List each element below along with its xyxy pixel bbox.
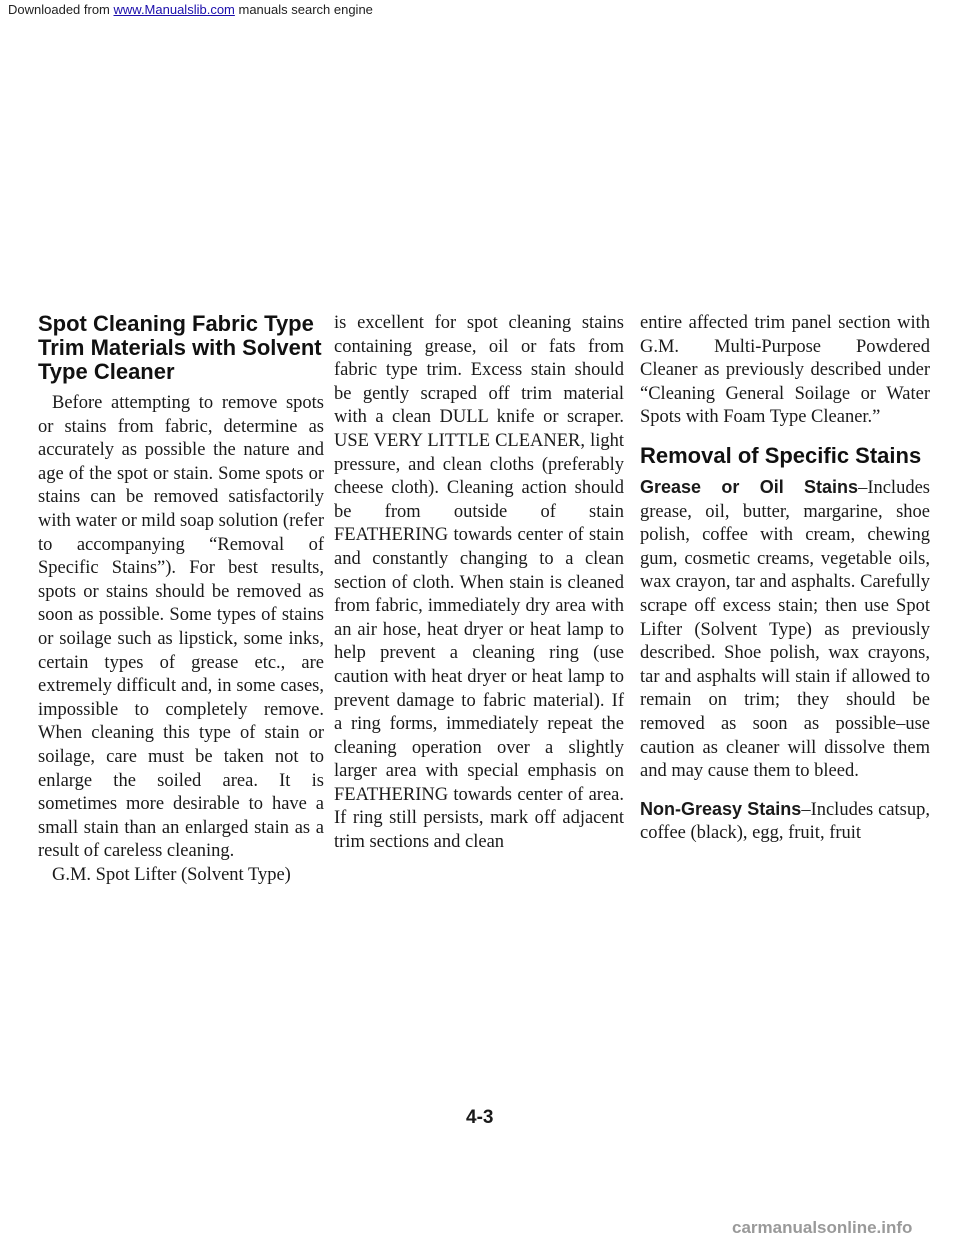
runin-nongreasy-label: Non-Greasy Stains bbox=[640, 798, 802, 819]
section-heading-removal: Removal of Specific Stains bbox=[640, 442, 922, 468]
runin-grease-label: Grease or Oil Stains bbox=[640, 476, 859, 497]
download-header bbox=[8, 2, 373, 17]
page-number: 4-3 bbox=[466, 1107, 494, 1128]
column-left bbox=[38, 312, 324, 887]
paragraph-entire-affected: entire affected trim panel section with G.M. Multi-Purpose Powdered Cleaner as previously described under “Cleaning General Soilage or Water Spots with Foam Type Cleaner.” bbox=[640, 313, 930, 428]
manualslib-link[interactable]: www.Manualslib.com bbox=[113, 2, 235, 17]
paragraph-before-attempting: Before attempting to remove spots or stains from fabric, determine as accurately as possible the nature and age of the spot or stain. Some spots or stains can be removed satisfactorily with water or mild soap solution (refer to accompanying “Removal of Specific Stains”). For best results, spots or stains should be removed as soon as possible. Some types of stains or soilage such as lipstick, some inks, certain types of grease etc., are extremely difficult and, in some cases, impossible to completely remove. When cleaning this type of stain or soilage, care must be taken not to enlarge the soiled area. It is sometimes more desirable to have a small stain than an enlarged stain as a result of careless cleaning. bbox=[38, 393, 324, 862]
nongreasy-text: –Includes catsup, coffee (black), egg, fruit, fruit bbox=[640, 799, 930, 844]
paragraph-spot-lifter: G.M. Spot Lifter (Solvent Type) bbox=[52, 864, 291, 885]
header-suffix: manuals search engine bbox=[234, 2, 373, 17]
column-middle bbox=[334, 312, 624, 855]
watermark: carmanualsonline.info bbox=[732, 1218, 913, 1237]
paragraph-grease-stains bbox=[640, 476, 930, 784]
paragraph-excellent-for-spot: is excellent for spot cleaning stains containing grease, oil or fats from fabric type trim. Excess stain should be gently scraped off trim material with a clean DULL knife or scraper. USE VERY LITTLE CLEANER, light pressure, and clean cloths (preferably cheese cloth). Cleaning action should be from outside of stain FEATHERING towards center of stain and constantly changing to a clean section of cloth. When stain is cleaned from fabric, immediately dry area with an air hose, heat dryer or heat lamp to help prevent a cleaning ring (use caution with heat dryer or heat lamp to prevent damage to fabric material). If a ring forms, immediately repeat the cleaning operation over a slightly larger area with special emphasis on FEATHERING towards center of area. If ring still persists, mark off adjacent trim sections and clean bbox=[334, 313, 624, 853]
grease-text: –Includes grease, oil, butter, margarine, shoe polish, coffee with cream, chewing gum, cosmetic creams, vegetable oils, wax crayon, tar and asphalts. Carefully scrape off excess stain; then use Spot Lifter (Solvent Type) as previously described. Shoe polish, wax crayons, tar and asphalts will stain if allowed to remain on trim; they should be removed as soon as possible–use caution as cleaner will dissolve them and may cause them to bleed. bbox=[640, 477, 930, 782]
header-prefix: Downloaded from bbox=[8, 2, 114, 17]
section-heading-spot-cleaning: Spot Cleaning Fabric Type Trim Materials with Solvent Type Cleaner bbox=[38, 311, 322, 384]
spacer bbox=[640, 430, 930, 444]
spacer bbox=[640, 784, 930, 798]
column-right bbox=[640, 312, 930, 846]
paragraph-non-greasy-stains bbox=[640, 798, 930, 846]
